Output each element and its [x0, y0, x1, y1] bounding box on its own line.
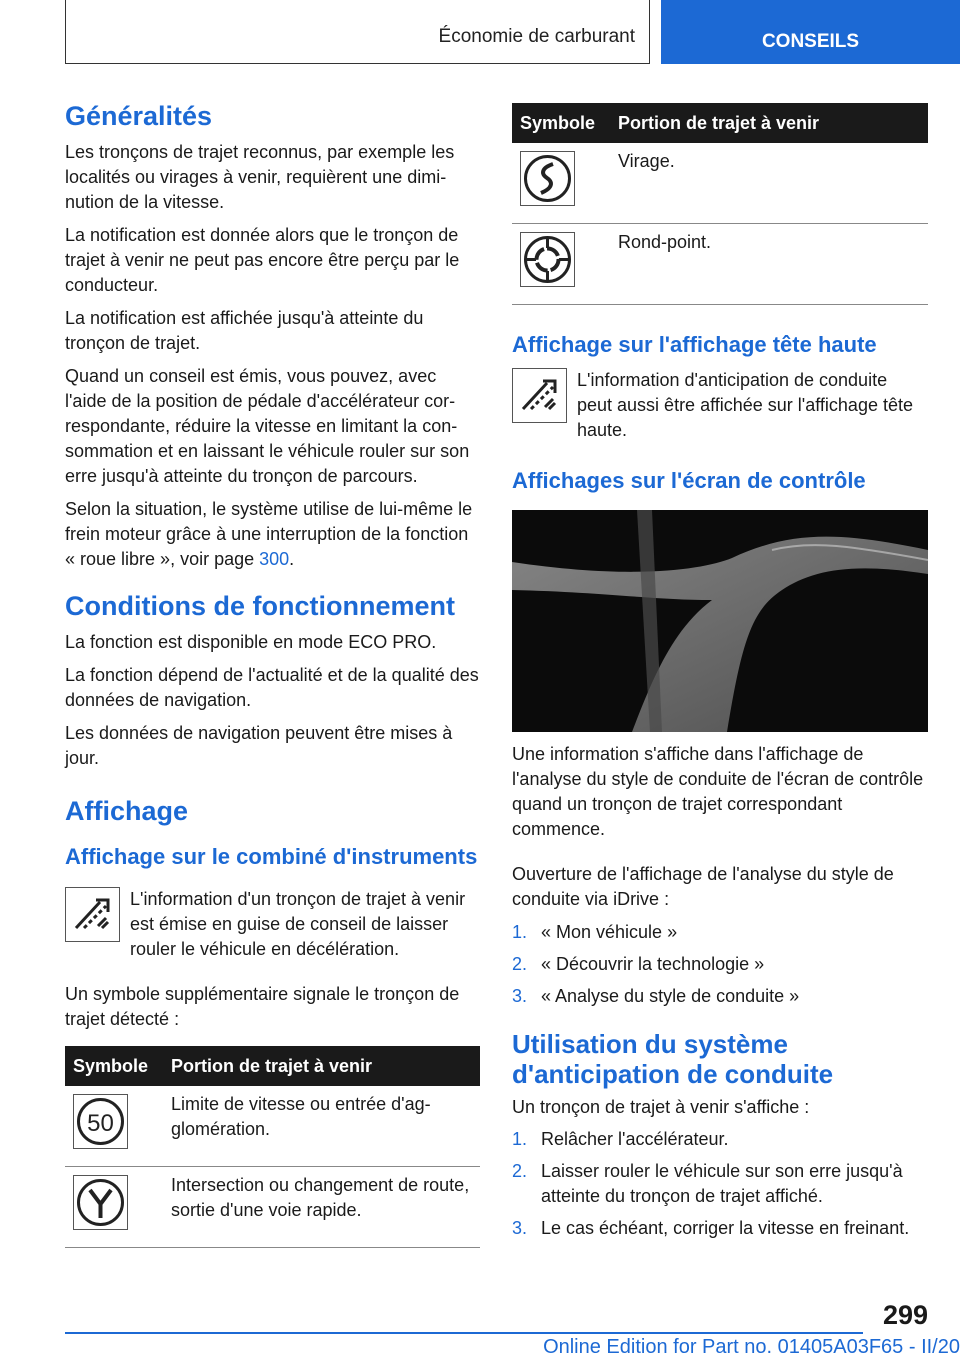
- list-item: [512, 952, 928, 977]
- intersection-icon: [73, 1175, 128, 1230]
- curve-icon: [520, 151, 575, 206]
- list-item: [512, 1216, 928, 1241]
- table-header-portion: Portion de trajet à venir: [610, 103, 928, 143]
- heading-affichage: Affichage: [65, 796, 189, 826]
- usage-steps: [512, 1127, 928, 1241]
- paragraph: Un tronçon de trajet à venir s'affiche :: [512, 1097, 810, 1117]
- step-text: Laisser rouler le véhicule sur son erre jusqu'à atteinte du tronçon de trajet affiché.: [541, 1161, 903, 1206]
- heading-generalites: Généralités: [65, 101, 213, 131]
- step-text: Relâcher l'accélérateur.: [541, 1129, 729, 1149]
- table-header-symbol: Symbole: [512, 103, 610, 143]
- heading-conditions: Conditions de fonctionnement: [65, 591, 455, 621]
- road-curve-arrow-icon: [512, 368, 567, 423]
- right-column: [512, 103, 928, 1241]
- hud-note-text: L'information d'anticipation de conduite peut aussi être affichée sur l'affichage tête haute.: [577, 370, 913, 440]
- table-cell: Rond-point.: [610, 224, 928, 305]
- header-rule-mid: [649, 0, 650, 64]
- heading-control-display: Affichages sur l'écran de contrôle: [512, 468, 866, 493]
- paragraph: [65, 497, 480, 572]
- symbol-table-right: [512, 103, 928, 305]
- page-number: 299: [882, 1300, 928, 1330]
- step-number: 3.: [512, 986, 528, 1006]
- control-display-image: [512, 510, 928, 732]
- road-curve-arrow-icon: [65, 887, 120, 942]
- step-number: 2.: [512, 954, 528, 974]
- symbol-table-left: [65, 1046, 480, 1248]
- step-text: Le cas échéant, corriger la vitesse en freinant.: [541, 1218, 910, 1238]
- table-row: [65, 1086, 480, 1167]
- paragraph: Les données de navigation peuvent être mises à jour.: [65, 723, 453, 768]
- list-item: [512, 1159, 928, 1209]
- paragraph: Ouverture de l'affichage de l'analyse du style de conduite via iDrive :: [512, 864, 894, 909]
- header-section-title: Économie de carburant: [438, 26, 635, 47]
- list-item: [512, 920, 928, 945]
- paragraph: La notification est donnée alors que le tronçon de trajet à venir ne peut pas encore être perçu par le conducteur.: [65, 225, 460, 295]
- table-cell: Intersection ou changement de route, sortie d'une voie rapide.: [163, 1167, 480, 1248]
- heading-hud: Affichage sur l'affichage tête haute: [512, 332, 877, 357]
- roundabout-icon: [520, 232, 575, 287]
- table-row: [65, 1167, 480, 1248]
- step-text: « Découvrir la technologie »: [541, 954, 765, 974]
- hud-note: [512, 368, 928, 443]
- table-header-portion: Portion de trajet à venir: [163, 1046, 480, 1086]
- heading-affichage-combine: Affichage sur le combiné d'instruments: [65, 844, 478, 869]
- footer-edition: Online Edition for Part no. 01405A03F65 - II/20: [543, 1336, 960, 1358]
- speed-limit-50-icon: [73, 1094, 128, 1149]
- table-cell: Virage.: [610, 143, 928, 224]
- heading-usage: Utilisation du système d'anticipation de conduite: [512, 1029, 834, 1089]
- paragraph: La fonction est disponible en mode ECO PRO.: [65, 632, 437, 652]
- step-number: 1.: [512, 922, 528, 942]
- header-rule-bottom: [65, 63, 650, 64]
- paragraph: Une information s'affiche dans l'affichage de l'analyse du style de conduite de l'écran de contrôle quand un tronçon de trajet correspondant commence.: [512, 744, 924, 839]
- paragraph: Un symbole supplémentaire signale le tronçon de trajet détecté :: [65, 984, 460, 1029]
- table-row: [512, 224, 928, 305]
- anticipation-note: [65, 887, 480, 962]
- table-cell: Limite de vitesse ou entrée d'agglomération.: [163, 1086, 480, 1167]
- header-chapter-tab[interactable]: CONSEILS: [661, 0, 960, 64]
- paragraph: La fonction dépend de l'actualité et de la qualité des données de navigation.: [65, 665, 479, 710]
- footer-rule: [65, 1332, 863, 1334]
- anticipation-note-text: L'information d'un tronçon de trajet à venir est émise en guise de conseil de laisser rouler le véhicule en décélération.: [130, 889, 466, 959]
- list-item: [512, 984, 928, 1009]
- paragraph: Les tronçons de trajet reconnus, par exemple les localités ou virages à venir, requièrent une diminution de la vitesse.: [65, 142, 455, 212]
- step-number: 1.: [512, 1129, 528, 1149]
- step-text: « Analyse du style de conduite »: [541, 986, 800, 1006]
- left-column: [65, 100, 480, 1248]
- step-text: « Mon véhicule »: [541, 922, 678, 942]
- table-row: [512, 143, 928, 224]
- page-link-300[interactable]: 300: [259, 549, 290, 569]
- paragraph-text: .: [289, 549, 295, 569]
- idrive-steps: [512, 920, 928, 1009]
- list-item: [512, 1127, 928, 1152]
- step-number: 2.: [512, 1161, 528, 1181]
- paragraph: La notification est affichée jusqu'à atteinte du tronçon de trajet.: [65, 308, 424, 353]
- paragraph-text: Selon la situation, le système utilise de lui-même le frein moteur grâce à une interruption de la fonction « roue libre », voir page: [65, 499, 473, 569]
- table-header-symbol: Symbole: [65, 1046, 163, 1086]
- step-number: 3.: [512, 1218, 528, 1238]
- speed-limit-label: 50: [87, 1110, 114, 1137]
- paragraph: Quand un conseil est émis, vous pouvez, avec l'aide de la position de pédale d'accélérateur correspondante, réduire la vitesse en limitant la consommation et en laissant le véhicule rouler sur son erre jusqu'à atteinte du tronçon de parcours.: [65, 366, 470, 486]
